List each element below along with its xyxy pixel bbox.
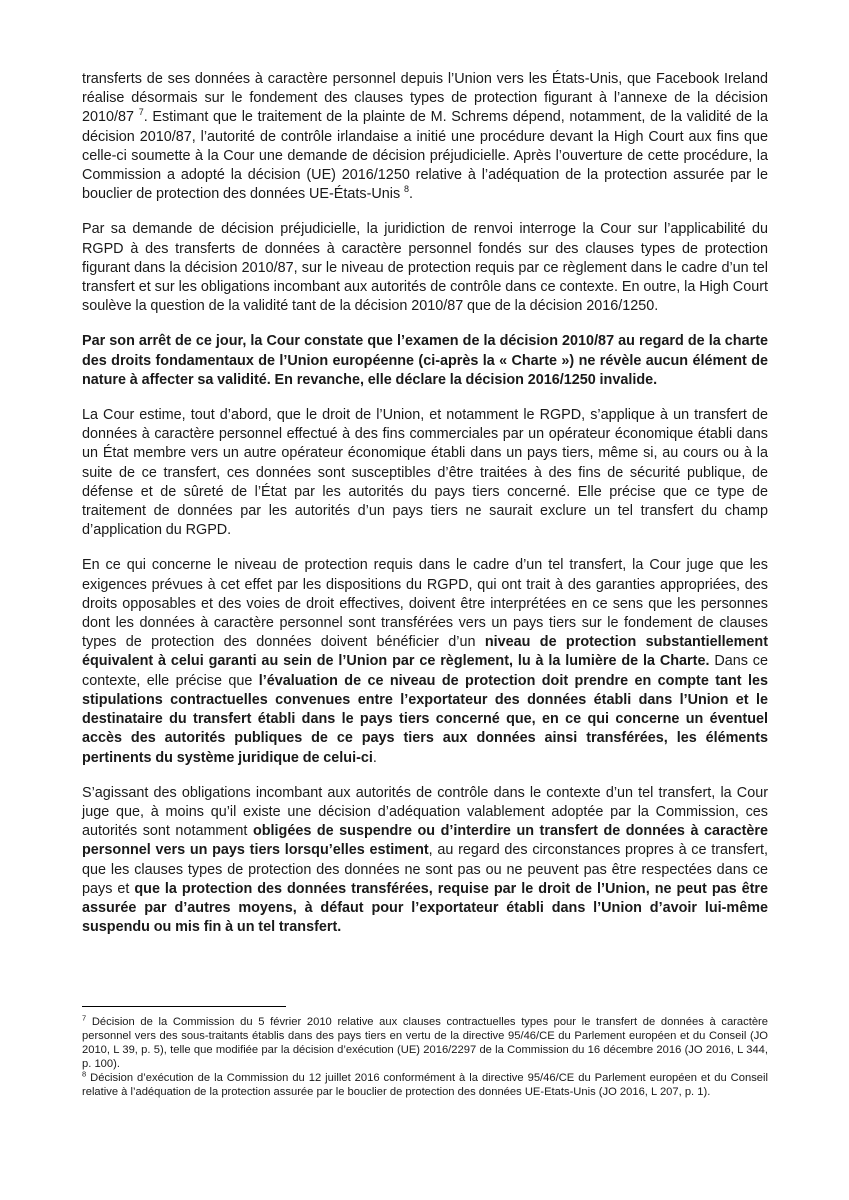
text-segment: La Cour estime, tout d’abord, que le droit de l’Union, et notamment le RGPD, s’applique à un transfert de données à caractère personnel effectué à des fins commerciales par un opérateur économique établi dans un État membre vers un autre opérateur économique établi dans un pays tiers, même si, au cours ou à la suite de ce transfert, ces données sont susceptibles d’être traitées à des fins de sécurité publique, de défense et de sûreté de l’État par les autorités du pays tiers concerné. Elle précise que ce type de traitement de données par les autorités d’un pays tiers ne saurait exclure un tel transfert du champ d’application du RGPD.: [82, 407, 768, 539]
paragraph-1: [82, 70, 768, 204]
paragraph-3-ruling: [82, 332, 768, 390]
text-segment: Par sa demande de décision préjudicielle, la juridiction de renvoi interroge la Cour sur l’applicabilité du RGPD à des transferts de données à caractère personnel fondés sur des clauses types de protection figurant dans la décision 2010/87, sur le niveau de protection requis par ce règlement dans le cadre d’un tel transfert et sur les obligations incombant aux autorités de contrôle dans ce contexte. En outre, la High Court soulève la question de la validité tant de la décision 2010/87 que de la décision 2016/1250.: [82, 221, 768, 315]
paragraph-5: [82, 556, 768, 767]
paragraph-4: [82, 406, 768, 540]
text-segment: .: [408, 186, 413, 203]
text-segment: S’agissant des obligations incombant aux autorités de contrôle dans le contexte d’un tel transfert, la Cour juge que, à moins qu’il existe une décision d’adéquation valablement adoptée par la Commission, ces autorités sont notamment: [82, 784, 768, 840]
text-segment: Par son arrêt de ce jour, la Cour constate que l’examen de la décision 2010/87 au regard de la charte des droits fondamentaux de l’Union européenne (ci-après la « Charte ») ne révèle aucun élément de nature à affecter sa validité. En revanche, elle déclare la décision 2016/1250 invalide.: [82, 333, 768, 388]
bold-text-segment: obligées de suspendre ou d’interdire un transfert de données à caractère personnel vers un pays tiers lorsqu’elles estiment: [82, 823, 768, 859]
footnote-7: [82, 1015, 768, 1071]
bold-text-segment: l’évaluation de ce niveau de protection doit prendre en compte tant les stipulations contractuelles convenues entre l’exportateur des données établi dans l’Union et le destinataire du transfert établi dans le pays tiers concerné que, en ce qui concerne un éventuel accès des autorités publiques de ce pays tiers aux données ainsi transférées, les éléments pertinents du système juridique de celui-ci: [82, 672, 768, 766]
text-segment: Dans ce contexte, elle précise que: [82, 653, 768, 689]
footnote-number: 7: [82, 1013, 87, 1023]
text-segment: transferts de ses données à caractère personnel depuis l’Union vers les États-Unis, que Facebook Ireland réalise désormais sur le fondement des clauses types de protection figurant à l’annexe de la décision 2010/87: [82, 71, 768, 126]
bold-text-segment: niveau de protection substantiellement équivalent à celui garanti au sein de l’Union par ce règlement, lu à la lumière de la Charte.: [82, 634, 768, 670]
text-segment: .: [372, 749, 377, 766]
footnote-text: Décision de la Commission du 5 février 2010 relative aux clauses contractuelles types pour le transfert de données à caractère personnel vers des sous-traitants établis dans des pays tiers en vertu de la directive 95/46/CE du Parlement européen et du Conseil (JO 2010, L 39, p. 5), telle que modifiée par la décision d’exécution (UE) 2016/2297 de la Commission du 16 décembre 2016 (JO 2016, L 344, p. 100).: [82, 1016, 768, 1070]
bold-text-segment: que la protection des données transférées, requise par le droit de l’Union, ne peut pas être assurée par d’autres moyens, à défaut pour l’exportateur établi dans l’Union d’avoir lui-même suspendu ou mis fin à un tel transfert.: [82, 880, 768, 936]
footnote-number: 8: [82, 1069, 87, 1079]
text-segment: . Estimant que le traitement de la plainte de M. Schrems dépend, notamment, de la validité de la décision 2010/87, l’autorité de contrôle irlandaise a initié une procédure devant la High Court aux fins que celle-ci soumette à la Cour une demande de décision préjudicielle. Après l’ouverture de cette procédure, la Commission a adopté la décision (UE) 2016/1250 relative à l’adéquation de la protection assurée par le bouclier de protection des données UE-États-Unis: [82, 109, 768, 203]
footnote-ref-8: 8: [403, 184, 409, 195]
footnotes: [82, 1015, 768, 1099]
body-text: [82, 70, 768, 953]
footnote-8: [82, 1071, 768, 1099]
text-segment: En ce qui concerne le niveau de protection requis dans le cadre d’un tel transfert, la Cour juge que les exigences prévues à cet effet par les dispositions du RGPD, qui ont trait à des garanties appropriées, des droits opposables et des voies de droit effectives, doivent être interprétées en ce sens que les personnes dont les données à caractère personnel sont transférées vers un pays tiers sur le fondement de clauses types de protection des données doivent bénéficier d’un: [82, 557, 768, 651]
paragraph-6: [82, 784, 768, 938]
paragraph-2: [82, 220, 768, 316]
footnote-separator: [82, 1006, 286, 1007]
text-segment: , au regard des circonstances propres à ce transfert, que les clauses types de protection des données ne sont pas ou ne peuvent pas être respectées dans ce pays et: [82, 842, 768, 897]
footnote-text: Décision d’exécution de la Commission du 12 juillet 2016 conformément à la directive 95/46/CE du Parlement européen et du Conseil relative à l’adéquation de la protection assurée par le bouclier de protection des données UE-Etats-Unis (JO 2016, L 207, p. 1).: [82, 1072, 768, 1098]
footnote-ref-7: 7: [138, 107, 144, 118]
